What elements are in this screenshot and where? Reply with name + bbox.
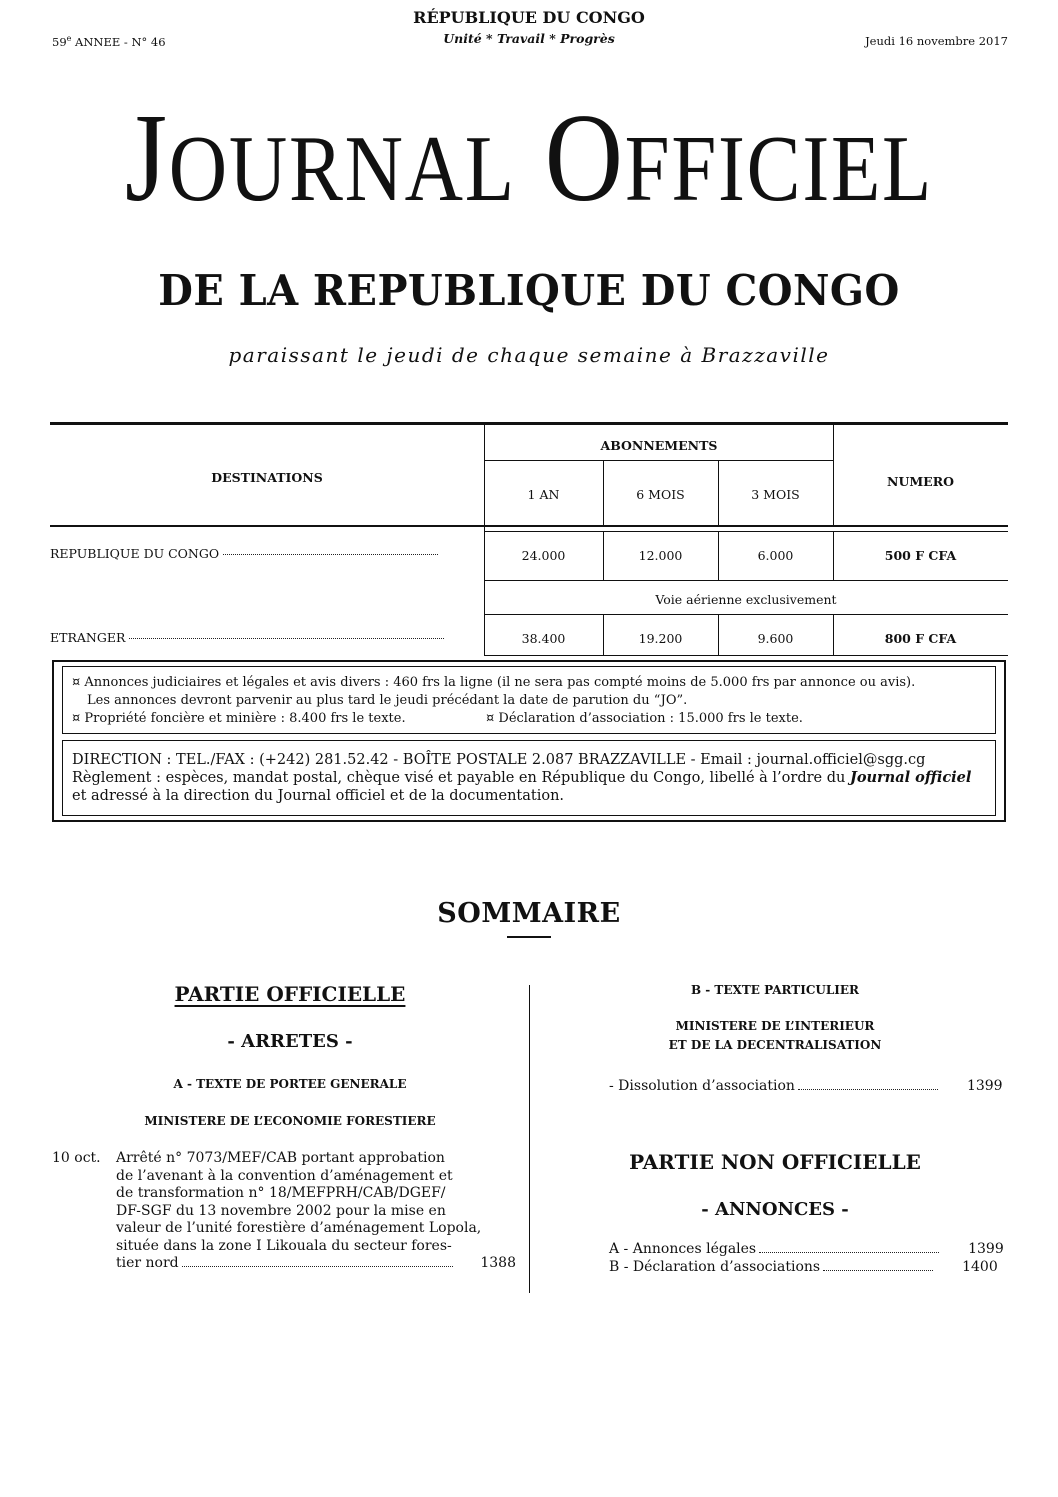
- price-cell: 12.000: [638, 548, 683, 563]
- column-divider: [529, 985, 530, 1293]
- toc-entry-annonces-legales[interactable]: A - Annonces légales 1399: [609, 1241, 1004, 1257]
- row-top-rule: [484, 531, 1008, 532]
- direction-contact: DIRECTION : TEL./FAX : (+242) 281.52.42 - BOÎTE POSTALE 2.087 BRAZZAVILLE - Email : journal.officiel@sgg.cg: [72, 752, 926, 768]
- page-number: 1388: [480, 1255, 516, 1271]
- numero-price: 500 F CFA: [884, 548, 957, 563]
- sommaire-underline: [507, 936, 551, 938]
- republic-heading: RÉPUBLIQUE DU CONGO: [413, 8, 645, 27]
- tariff-propriete: ¤ Propriété foncière et minière : 8.400 frs le texte.: [72, 711, 406, 726]
- texte-particulier-heading: B - TEXTE PARTICULIER: [690, 983, 860, 997]
- col-6-mois: 6 MOIS: [636, 487, 685, 502]
- partie-non-officielle-heading: PARTIE NON OFFICIELLE: [629, 1150, 921, 1174]
- issue-number: 59e ANNEE - N° 46: [52, 34, 166, 49]
- numero-header: NUMERO: [887, 474, 954, 489]
- air-rule: [484, 614, 1008, 615]
- tariff-annonces: ¤ Annonces judiciaires et légales et avis divers : 460 frs la ligne (il ne sera pas compté moins de 5.000 frs par annonce ou avis).: [72, 675, 916, 690]
- journal-title: JOURNAL OFFICIEL: [124, 89, 934, 228]
- row-bottom-rule: [484, 655, 1008, 656]
- payment-address: et adressé à la direction du Journal officiel et de la documentation.: [72, 788, 565, 804]
- ministry-heading: MINISTERE DE L’ECONOMIE FORESTIERE: [144, 1114, 436, 1128]
- annonces-heading: - ANNONCES -: [701, 1199, 849, 1220]
- toc-entry-dissolution[interactable]: - Dissolution d’association 1399: [609, 1078, 1003, 1094]
- page-number: 1400: [962, 1259, 998, 1275]
- destinations-header: DESTINATIONS: [211, 470, 323, 485]
- arretes-heading: - ARRETES -: [227, 1031, 353, 1052]
- ministry-heading: MINISTERE DE L’INTERIEUR: [675, 1019, 875, 1033]
- table-top-rule: [50, 422, 1008, 425]
- abonnements-header: ABONNEMENTS: [600, 438, 718, 453]
- tariff-deadline: Les annonces devront parvenir au plus tard le jeudi précédant la date de parution du “JO”.: [87, 693, 688, 708]
- entry-date: 10 oct.: [52, 1150, 101, 1166]
- price-cell: 19.200: [638, 631, 683, 646]
- page-number: 1399: [968, 1241, 1004, 1257]
- col-1-an: 1 AN: [527, 487, 560, 502]
- price-cell: 38.400: [521, 631, 566, 646]
- sommaire-title: SOMMAIRE: [437, 898, 621, 929]
- price-cell: 6.000: [757, 548, 794, 563]
- national-motto: Unité * Travail * Progrès: [443, 31, 615, 46]
- air-note: Voie aérienne exclusivement: [655, 592, 837, 607]
- numero-price: 800 F CFA: [884, 631, 957, 646]
- abonnements-rule: [484, 460, 834, 461]
- issue-date: Jeudi 16 novembre 2017: [865, 34, 1008, 48]
- col-divider: [484, 425, 485, 655]
- ministry-heading: ET DE LA DECENTRALISATION: [668, 1038, 882, 1052]
- tariff-association: ¤ Déclaration d’association : 15.000 frs le texte.: [486, 711, 803, 726]
- table-row: REPUBLIQUE DU CONGO: [50, 546, 438, 561]
- journal-tagline: paraissant le jeudi de chaque semaine à Brazzaville: [228, 343, 830, 367]
- table-header-rule: [50, 525, 1008, 527]
- toc-line: tier nord 1388: [116, 1255, 516, 1271]
- toc-entry-declarations[interactable]: B - Déclaration d’associations 1400: [609, 1259, 998, 1275]
- toc-entry-arrete[interactable]: Arrêté n° 7073/MEF/CAB portant approbation de l’avenant à la convention d’aménagement et de transformation n° 18/MEFPRH/CAB/DGEF/ DF-SGF du 13 novembre 2002 pour la mise en valeur de l’unité forestière d’aménagement Lopola, située dans la zone I Likouala du secteur fores- tier nord 1388: [116, 1150, 516, 1271]
- col-3-mois: 3 MOIS: [751, 487, 800, 502]
- journal-subtitle: DE LA REPUBLIQUE DU CONGO: [158, 266, 900, 315]
- partie-officielle-heading: PARTIE OFFICIELLE: [174, 982, 406, 1006]
- portee-generale-heading: A - TEXTE DE PORTEE GENERALE: [173, 1077, 407, 1091]
- page-number: 1399: [966, 1078, 1003, 1094]
- price-cell: 24.000: [521, 548, 566, 563]
- payment-terms: Règlement : espèces, mandat postal, chèque visé et payable en République du Congo, libellé à l’ordre du Journal officiel: [72, 769, 972, 786]
- price-cell: 9.600: [757, 631, 794, 646]
- table-row: ETRANGER: [50, 630, 444, 645]
- row-mid-rule: [484, 580, 1008, 581]
